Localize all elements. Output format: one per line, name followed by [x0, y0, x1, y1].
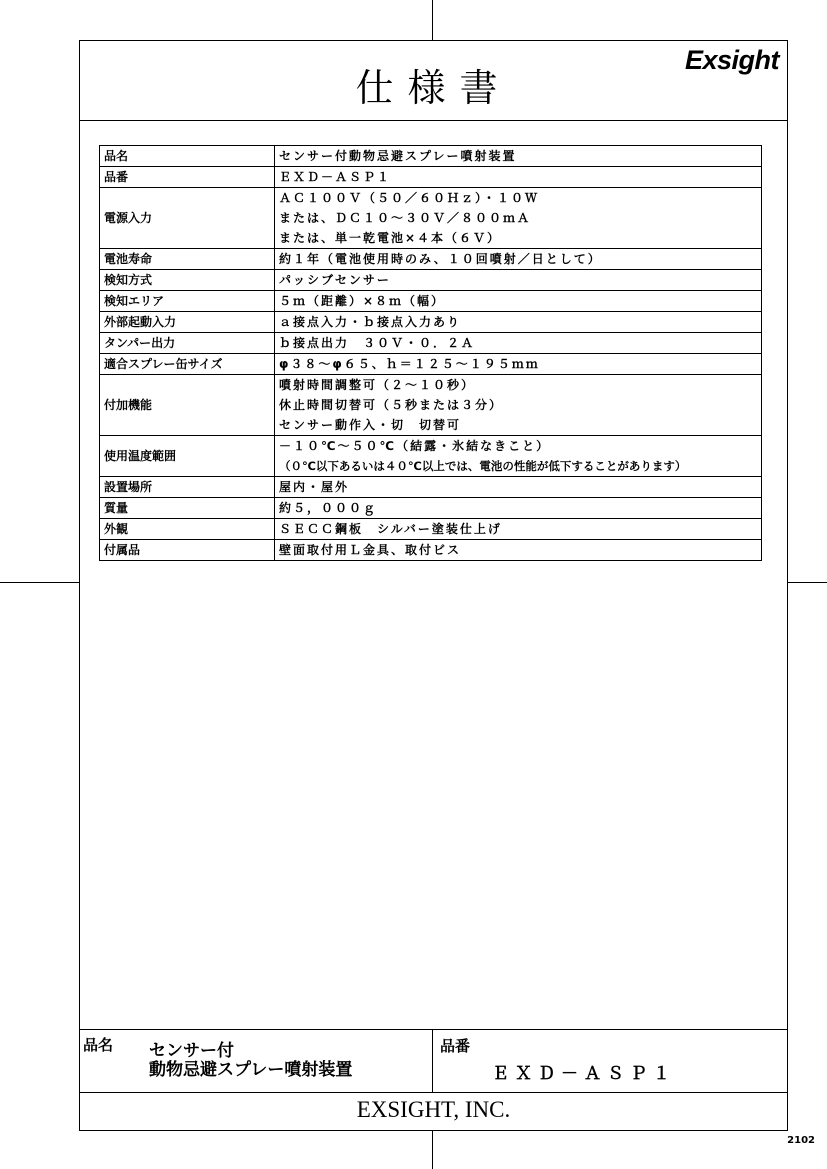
- spec-value-line: ａ接点入力・ｂ接点入力あり: [279, 315, 462, 329]
- spec-value-line: 噴射時間調整可（２～１０秒）: [279, 378, 476, 392]
- product-name-line1: センサー付: [149, 1041, 234, 1061]
- spec-value-line: （０℃以下あるいは４０℃以上では、電池の性能が低下することがあります）: [279, 459, 687, 473]
- spec-row: [100, 291, 762, 312]
- spec-label: 適合スプレー缶サイズ: [100, 354, 275, 375]
- spec-value: [275, 354, 762, 375]
- spec-row: [100, 498, 762, 519]
- spec-value-line: 約１年（電池使用時のみ、１０回噴射／日として）: [279, 252, 602, 266]
- spec-value: [275, 333, 762, 354]
- spec-value: [275, 249, 762, 270]
- spec-value-line: 屋内・屋外: [279, 480, 350, 494]
- spec-label: 設置場所: [100, 477, 275, 498]
- spec-label: 外部起動入力: [100, 312, 275, 333]
- title-block-divider: [432, 1030, 433, 1092]
- spec-row: [100, 146, 762, 167]
- product-name-label: 品名: [83, 1036, 114, 1054]
- spec-label: 付加機能: [100, 375, 275, 436]
- spec-value-line: ｂ接点出力 ３０Ｖ・０．２Ａ: [279, 336, 476, 350]
- company-logo: Exsight: [684, 45, 779, 75]
- spec-value-line: 休止時間切替可（５秒または３分）: [279, 398, 504, 412]
- spec-value: [275, 540, 762, 561]
- spec-value-line: パッシブセンサー: [279, 273, 391, 287]
- spec-value: [275, 375, 762, 436]
- spec-value-line: または、ＤＣ１０～３０Ｖ／８００ｍＡ: [279, 211, 532, 225]
- spec-value: [275, 477, 762, 498]
- crop-mark-left: [0, 582, 79, 583]
- spec-row: [100, 333, 762, 354]
- product-name-value: [149, 1042, 352, 1080]
- spec-value-line: ＥＸＤ－ＡＳＰ１: [279, 170, 392, 184]
- spec-label: 外観: [100, 519, 275, 540]
- spec-value: [275, 188, 762, 249]
- crop-mark-top: [432, 0, 433, 40]
- spec-row: [100, 270, 762, 291]
- spec-value-line: または、単一乾電池×４本（６Ｖ）: [279, 231, 502, 245]
- spec-label: 質量: [100, 498, 275, 519]
- product-number-value: ＥＸＤ－ＡＳＰ１: [492, 1064, 676, 1084]
- document-code: 2102: [787, 1135, 815, 1146]
- spec-label: 使用温度範囲: [100, 436, 275, 477]
- spec-label: 付属品: [100, 540, 275, 561]
- spec-value: [275, 312, 762, 333]
- spec-value-line: ＡＣ１００Ｖ（５０／６０Ｈｚ）・１０Ｗ: [279, 191, 540, 205]
- spec-row: [100, 375, 762, 436]
- spec-value-line: センサー付動物忌避スプレー噴射装置: [279, 149, 517, 163]
- spec-value-line: センサー動作入・切 切替可: [279, 418, 462, 432]
- spec-label: 電源入力: [100, 188, 275, 249]
- spec-value-line: 壁面取付用Ｌ金具、取付ビス: [279, 543, 462, 557]
- spec-label: 品名: [100, 146, 275, 167]
- product-name-line2: 動物忌避スプレー噴射装置: [149, 1060, 353, 1080]
- spec-row: [100, 519, 762, 540]
- crop-mark-right: [788, 582, 827, 583]
- page-title: 仕様書: [355, 66, 512, 110]
- product-number-label: 品番: [440, 1037, 471, 1055]
- title-block: [80, 1029, 787, 1131]
- spec-value: [275, 519, 762, 540]
- spec-value-line: ＳＥＣＣ鋼板 シルバー塗装仕上げ: [279, 522, 502, 536]
- spec-row: [100, 167, 762, 188]
- spec-row: [100, 354, 762, 375]
- spec-table: [99, 145, 762, 561]
- spec-value: [275, 270, 762, 291]
- company-name: EXSIGHT, INC.: [356, 1097, 511, 1122]
- spec-label: 品番: [100, 167, 275, 188]
- spec-row: [100, 477, 762, 498]
- spec-value-line: 約５，０００ｇ: [279, 501, 378, 515]
- spec-value: [275, 436, 762, 477]
- spec-value: [275, 291, 762, 312]
- spec-label: 電池寿命: [100, 249, 275, 270]
- title-block-row: [80, 1030, 787, 1093]
- header: [80, 41, 787, 121]
- spec-value: [275, 146, 762, 167]
- spec-row: [100, 188, 762, 249]
- spec-value: [275, 498, 762, 519]
- spec-label: 検知方式: [100, 270, 275, 291]
- spec-row: [100, 249, 762, 270]
- spec-row: [100, 540, 762, 561]
- spec-label: 検知エリア: [100, 291, 275, 312]
- spec-sheet-frame: [79, 40, 788, 1131]
- spec-label: タンパー出力: [100, 333, 275, 354]
- spec-row: [100, 436, 762, 477]
- spec-row: [100, 312, 762, 333]
- spec-value-line: φ３８～φ６５、ｈ＝１２５～１９５ｍｍ: [279, 357, 540, 371]
- spec-value-line: ５ｍ（距離）×８ｍ（幅）: [279, 294, 446, 308]
- spec-value: [275, 167, 762, 188]
- crop-mark-bottom: [432, 1131, 433, 1169]
- spec-value-line: －１０℃～５０℃（結露・氷結なきこと）: [279, 439, 551, 453]
